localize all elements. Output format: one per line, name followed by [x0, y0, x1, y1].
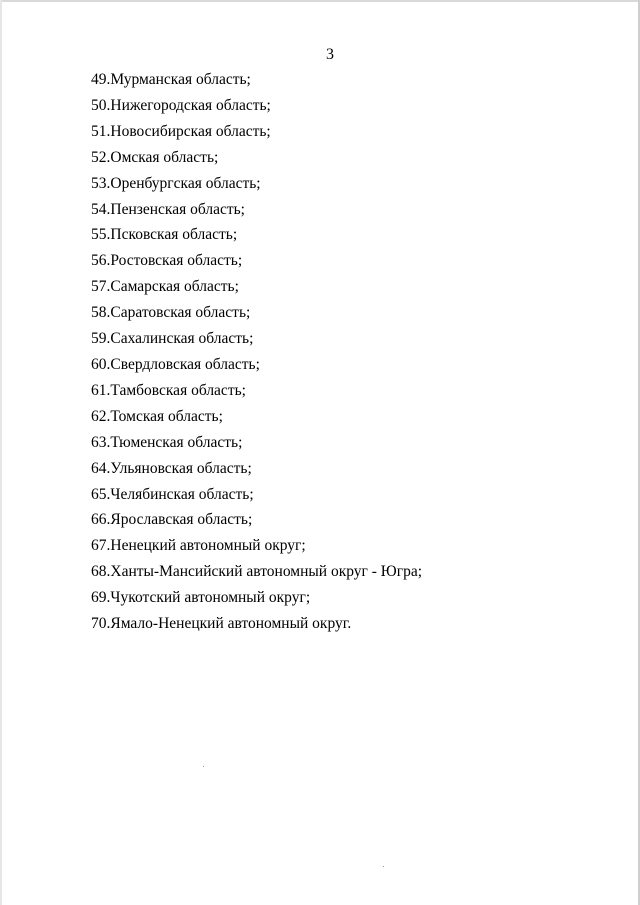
list-item: 66.Ярославская область;	[91, 511, 253, 529]
list-item: 51.Новосибирская область;	[91, 122, 271, 140]
page-number: 3	[326, 46, 334, 63]
list-item: 54.Пензенская область;	[91, 200, 245, 218]
list-item: 70.Ямало-Ненецкий автономный округ.	[91, 615, 352, 633]
list-item: 63.Тюменская область;	[91, 433, 243, 451]
list-item: 62.Томская область;	[91, 407, 223, 425]
scan-edge	[0, 0, 2, 905]
list-item: 49.Мурманская область;	[91, 71, 251, 88]
list-item: 67.Ненецкий автономный округ;	[91, 537, 306, 555]
list-item: 52.Омская область;	[91, 148, 219, 166]
list-item: 59.Сахалинская область;	[91, 330, 254, 348]
region-list	[91, 67, 422, 637]
list-item: 58.Саратовская область;	[91, 304, 251, 322]
list-item: 69.Чукотский автономный округ;	[91, 589, 311, 607]
list-item: 68.Ханты-Мансийский автономный округ - Югра;	[91, 563, 423, 581]
list-item: 65.Челябинская область;	[91, 485, 254, 503]
list-item: 50.Нижегородская область;	[91, 96, 271, 114]
list-item: 57.Самарская область;	[91, 278, 239, 296]
list-item: 61.Тамбовская область;	[91, 381, 246, 399]
list-item: 60.Свердловская область;	[91, 355, 260, 373]
list-item: 56.Ростовская область;	[91, 252, 243, 270]
list-item: 64.Ульяновская область;	[91, 459, 252, 477]
scan-speck	[203, 766, 204, 767]
scan-speck	[383, 866, 384, 867]
list-item: 55.Псковская область;	[91, 226, 238, 244]
list-item: 53.Оренбургская область;	[91, 174, 261, 192]
scan-edge	[0, 0, 640, 2]
